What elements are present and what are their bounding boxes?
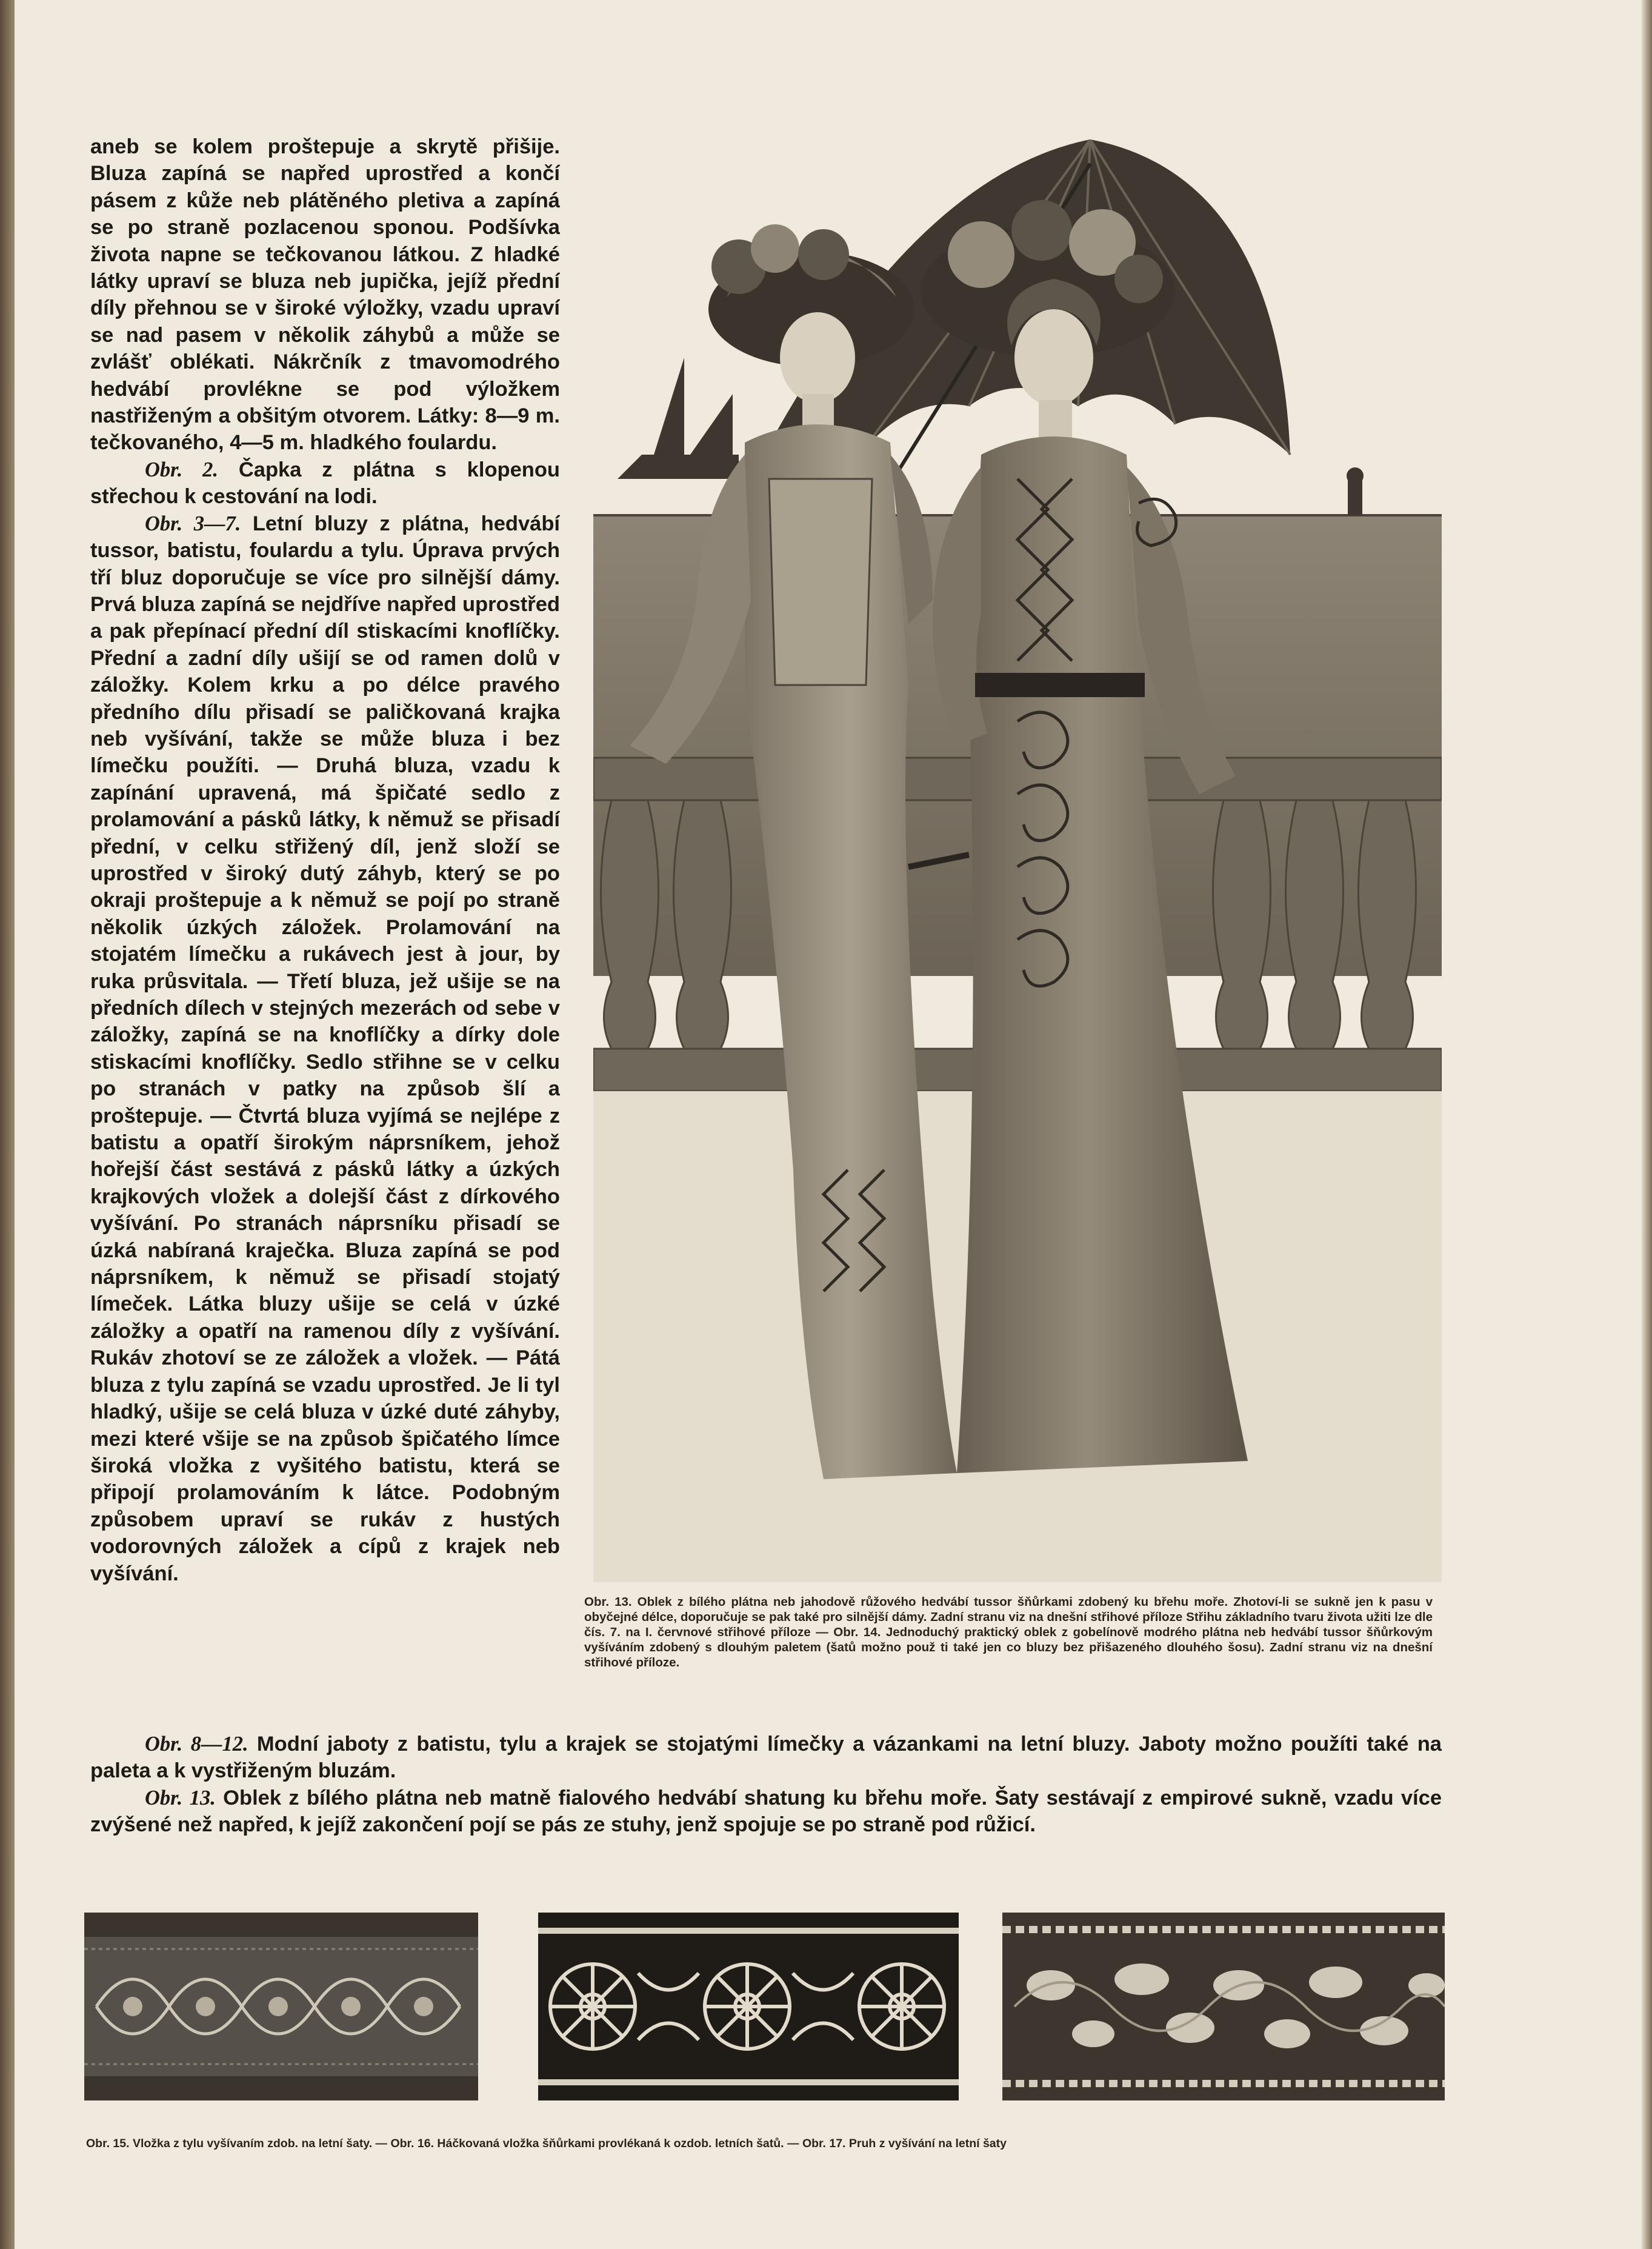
paragraph-text: Letní bluzy z plátna, hedvábí tussor, batistu, foulardu a tylu. Úprava prvých tří bluz doporučuje se více pro silnější dámy. Prvá bluza zapíná se nejdříve napřed uprostřed a pak přepínací přední díl stiskacími knoflíčky. Přední a zadní díly ušijí se od ramen dolů v záložky. Kolem krku a po délce pravého předního dílu přisadí se paličkovaná krajka neb vyšívání, takže se může bluza i bez límečku použíti. — Druhá bluza, vzadu k zapínání upravená, má špičaté sedlo z prolamování a pásků látky, k němuž se přisadí přední, v celku střižený díl, jenž složí se uprostřed v široký dutý záhyb, který se po okraji proštepuje a k němuž se pojí po straně několik úzkých záložek. Prolamování na stojatém límečku a rukávech jest à jour, by ruka průsvitala. — Třetí bluza, jež ušije se na předních dílech v stejných mezerách od sebe v záložky, zapíná se na knoflíčky a dírky dole stiskacími knoflíčky. Sedlo střihne se v celku po stranách v patky na způsob šlí a proštepuje. — Čtvrtá bluza vyjímá se nejlépe z batistu a opatří širokým náprsníkem, jehož hořejší část sestává z pásků látky a úzkých krajkových vložek a dolejší část z dírkového vyšívání. Po stranách náprsníku přisadí se úzká nabíraná kraječka. Bluza zapíná se pod náprsníkem, k němuž se přisadí stojatý límeček. Látka bluzy ušije se celá v úzké záložky a opatří na ramenou díly z vyšívání. Rukáv zhotoví se ze záložek a vložek. — Pátá bluza z tylu zapíná se vzadu uprostřed. Je li tyl hladký, ušije se celá bluza v úzké duté záhyby, mezi které všije se na způsob špičatého límce široká vložka z vyšitého batistu, která se připojí prolamováním k látce. Podobným způsobem upraví se rukáv z hustých vodorovných záložek a cípů z krajek neb vyšívání.: [90, 512, 560, 1585]
paragraph-obr-13: [90, 1785, 1442, 1839]
figure-ref: Obr. 13.: [145, 1786, 216, 1810]
figure-ref: Obr. 3—7.: [145, 512, 241, 535]
magazine-page: [15, 0, 1652, 2249]
caption-figure-13-14: Obr. 13. Oblek z bílého plátna neb jahodově růžového hedvábí tussor šňůrkami zdobený ku břehu moře. Zhotoví-li se sukně jen k pasu v obyčejné délce, doporučuje se pak také pro silnější dámy. Zadní stranu viz na dnešní střihové příloze Střihu základního tvaru života užiti lze dle čís. 7. na I. červnové střihové příloze — Obr. 14. Jednoduchý praktický oblek z gobelínově modrého plátna neb hedvábí tussor šňůrkovým vyšíváním zdobený s dlouhým paletem (šatů možno použ ti také jen co bluzy bez přišazeného dlouhého šosu). Zadní stranu viz na dnešní střihové příloze.: [584, 1595, 1433, 1669]
lace-insert-figure-15: [84, 1913, 478, 2100]
fashion-illustration: [593, 139, 1442, 1582]
figure-ref: Obr. 8—12.: [145, 1733, 248, 1756]
paragraph-obr-3-7: [90, 510, 560, 1587]
paragraph-intro: [90, 133, 560, 456]
page-edge: [1641, 0, 1652, 2249]
text-column: [90, 133, 560, 1734]
paragraph-obr-2: [90, 456, 560, 510]
book-spine: [0, 0, 15, 2249]
full-width-text: [90, 1731, 1442, 1839]
paragraph-text: Modní jaboty z batistu, tylu a krajek se stojatými límečky a vázankami na letní bluzy. Jaboty možno použíti také na paleta a k vystřiženým bluzám.: [90, 1733, 1442, 1783]
lace-insert-figure-17: [1002, 1913, 1445, 2100]
caption-figures-15-17: Obr. 15. Vložka z tylu vyšívaním zdob. na letní šaty. — Obr. 16. Háčkovaná vložka šňůrkami provlékaná k ozdob. letních šatů. — Obr. 17. Pruh z vyšívání na letní šaty: [86, 2137, 1007, 2150]
paragraph-text: Čapka z plátna s klopenou střechou k cestování na lodi.: [90, 458, 560, 509]
paragraph-obr-8-12: [90, 1731, 1442, 1785]
tulle-embroidered-insert-image: [84, 1913, 478, 2100]
paragraph-text: Oblek z bílého plátna neb matně fialového hedvábí shatung ku břehu moře. Šaty sestávají z empirové sukně, vzadu více zvýšené než napřed, k jejíž zakončení pojí se pás ze stuhy, jenž spojuje se po straně pod růžicí.: [90, 1786, 1442, 1837]
lighthouse: [1347, 467, 1364, 515]
two-ladies-with-parasol-illustration: [593, 139, 1442, 1582]
lace-insert-figure-16: [538, 1913, 959, 2100]
crochet-insert-image: [538, 1913, 959, 2100]
figure-ref: Obr. 2.: [145, 458, 219, 481]
embroidery-strip-image: [1002, 1913, 1445, 2100]
paragraph-text: aneb se kolem proštepuje a skrytě přišije. Bluza zapíná se napřed uprostřed a končí pásem z kůže neb plátěného pletiva a zapíná se po straně pozlacenou sponou. Podšívka života napne se tečkovanou látkou. Z hladké látky upraví se bluza neb jupička, jejíž přední díly přehnou se v široké výložky, vzadu upraví se nad pasem v několik záhybů a může se zvlášť oblékati. Nákrčník z tmavomodrého hedvábí provlékne se pod výložkem nastřiženým a obšitým otvorem. Látky: 8—9 m. tečkovaného, 4—5 m. hladkého foulardu.: [90, 135, 560, 455]
sailboat: [618, 358, 745, 479]
